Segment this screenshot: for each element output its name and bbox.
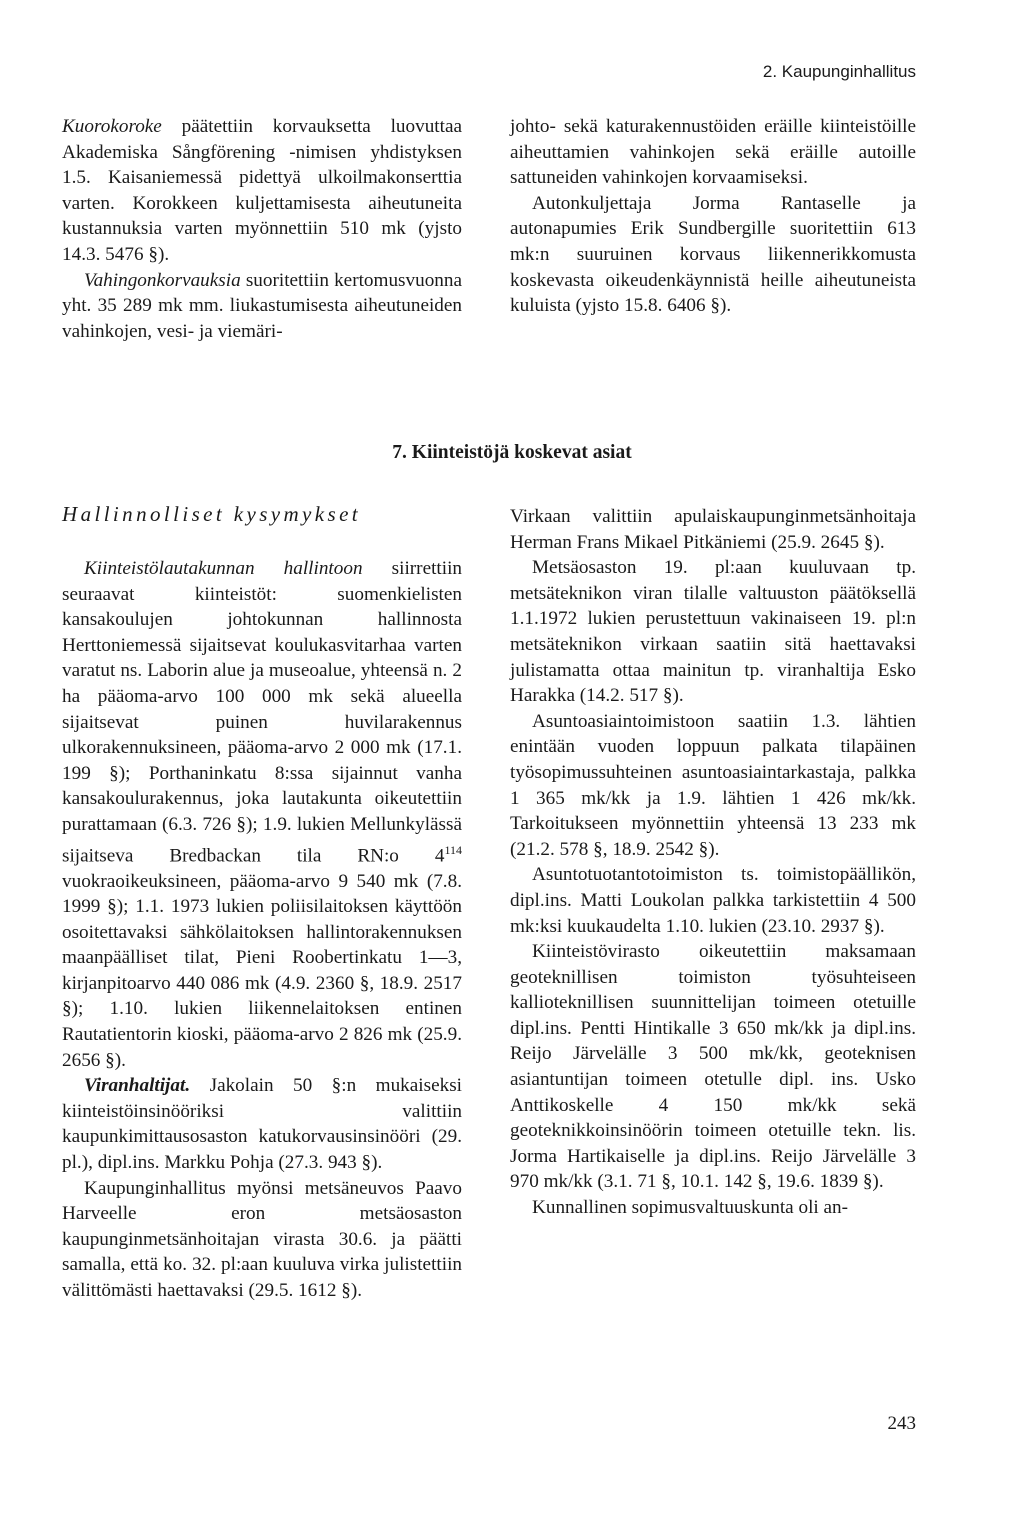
run-in-heading: Viranhaltijat. xyxy=(84,1075,191,1097)
running-header: 2. Kaupunginhallitus xyxy=(762,62,916,81)
paragraph: Virkaan valittiin apulaiskaupunginmetsänhoitaja Herman Frans Mikael Pitkäniemi (25.9. 2645 §). xyxy=(510,506,916,553)
paragraph-text: suoritettiin kertomusvuonna yht. 35 289 mk mm. liukastumisesta aiheutuneiden vahinkojen, vesi- ja viemäri- xyxy=(62,269,462,342)
paragraph xyxy=(62,556,462,1073)
paragraph: Kiinteistövirasto oikeutettiin maksamaan geoteknillisen toimiston työsuhteiseen kallioteknillisen suunnittelijan toimeen otetuille dipl.ins. Pentti Hintikalle 3 650 mk/kk ja dipl.ins. Reijo Järvelälle 3 500 mk/kk, geoteknisen asiantuntijan toimeen otetulle dipl. ins. Usko Anttikoskelle 4 150 mk/kk sekä geoteknikkoinsinöörin toimeen otetuille tekn. lis. Jorma Hartikaiselle ja dipl.ins. Reijo Järvelälle 3 970 mk/kk (3.1. 71 §, 10.1. 142 §, 19.6. 1839 §). xyxy=(510,941,916,1193)
paragraph xyxy=(62,114,462,268)
run-in-heading: Vahingonkorvauksia xyxy=(84,269,241,291)
superscript: 114 xyxy=(444,842,462,857)
paragraph-text: päätettiin korvauksetta luovuttaa Akademiska Sångförening -nimisen yhdistyksen 1.5. Kaisaniemessä pidettyä ulkoilmakonserttia varten. Korokkeen kuljettamisesta aiheutuneita kustannuksia varten myönnettiin 510 mk (yjsto 14.3. 5476 §). xyxy=(62,116,462,265)
paragraph: Asuntoasiaintoimistoon saatiin 1.3. lähtien enintään vuoden loppuun palkata tilapäinen työsopimussuhteinen asuntoasiaintarkastaja, palkka 1 365 mk/kk ja 1.9. lähtien 1 426 mk/kk. Tarkoitukseen myönnettiin yhteensä 13 233 mk (21.2. 578 §, 18.9. 2542 §). xyxy=(510,710,916,860)
paragraph-text: Jakolain 50 §:n mukaiseksi kiinteistöinsinööriksi valittiin kaupunkimittausosaston katukorvausinsinööri (29. pl.), dipl.ins. Markku Pohja (27.3. 943 §). xyxy=(62,1075,462,1174)
paragraph: Kunnallinen sopimusvaltuuskunta oli an- xyxy=(532,1197,849,1219)
top-right-column xyxy=(510,114,916,319)
subheading: Hallinnolliset kysymykset xyxy=(62,502,362,526)
paragraph-text: vuokraoikeuksineen, pääoma-arvo 9 540 mk (7.8. 1999 §); 1.1. 1973 lukien poliisilaitoksen käyttöön osoitettavaksi sähkölaitoksen hallintorakennuksen maanpäälliset tilat, Pieni Roobertinkatu 1—3, kirjanpitoarvo 440 086 mk (4.9. 2360 §, 18.9. 2517 §); 1.10. lukien liikennelaitoksen entinen Rautatientorin kioski, pääoma-arvo 2 826 mk (25.9. 2656 §). xyxy=(62,870,462,1071)
paragraph: Autonkuljettaja Jorma Rantaselle ja autonapumies Erik Sundbergille suoritettiin 613 mk:n suuruinen korvaus liikennerikkomusta koskevasta oikeudenkäynnistä heille aiheutuneista kuluista (yjsto 15.8. 6406 §). xyxy=(510,192,916,317)
top-left-column xyxy=(62,114,462,344)
section-title: 7. Kiinteistöjä koskevat asiat xyxy=(392,442,632,463)
run-in-heading: Kuorokoroke xyxy=(62,116,162,137)
paragraph: johto- sekä katurakennustöiden eräille kiinteistöille aiheuttamien vahinkojen sekä eräille autoille sattuneiden vahinkojen korvaamiseksi. xyxy=(510,116,916,189)
bottom-left-column xyxy=(62,556,462,1304)
paragraph xyxy=(62,1073,462,1175)
bottom-right-column xyxy=(510,504,916,1221)
paragraph: Metsäosaston 19. pl:aan kuuluvaan tp. metsäteknikon viran tilalle valtuuston päätöksellä 1.1.1972 lukien perustettuun vakinaiseen 19. pl:n metsäteknikon virkaan saatiin sitä haettavaksi julistamatta ottaa mainitun tp. viranhaltija Esko Harakka (14.2. 517 §). xyxy=(510,557,916,707)
paragraph xyxy=(62,268,462,345)
page-number: 243 xyxy=(887,1413,916,1434)
paragraph-text: siirrettiin seuraavat kiinteistöt: suomenkielisten kansakoulujen johtokunnan hallinnosta Herttoniemessä sijaitsevat koulukasvitarhaa varten varatut ns. Laborin alue ja museoalue, yhteensä n. 2 ha pääoma-arvo 100 000 mk sekä alueella sijaitsevat puinen huvilarakennus ulkorakennuksineen, pääoma-arvo 2 000 mk (17.1. 199 §); Porthaninkatu 8:ssa sijainnut vanha kansakoulurakennus, joka lautakunta oikeutettiin purattamaan (6.3. 726 §); 1.9. lukien Mellunkylässä sijaitseva Bredbackan tila RN:o 4 xyxy=(62,558,462,866)
paragraph: Kaupunginhallitus myönsi metsäneuvos Paavo Harveelle eron metsäosaston kaupunginmetsänhoitajan virasta 30.6. ja päätti samalla, että ko. 32. pl:aan kuuluva virka julistettiin välittömästi haettavaksi (29.5. 1612 §). xyxy=(62,1177,462,1302)
run-in-heading: Kiinteistölautakunnan hallintoon xyxy=(84,558,363,579)
paragraph: Asuntotuotantotoimiston ts. toimistopäällikön, dipl.ins. Matti Loukolan palkka tarkistettiin 4 500 mk:ksi kuukaudelta 1.10. lukien (23.10. 2937 §). xyxy=(510,864,916,937)
